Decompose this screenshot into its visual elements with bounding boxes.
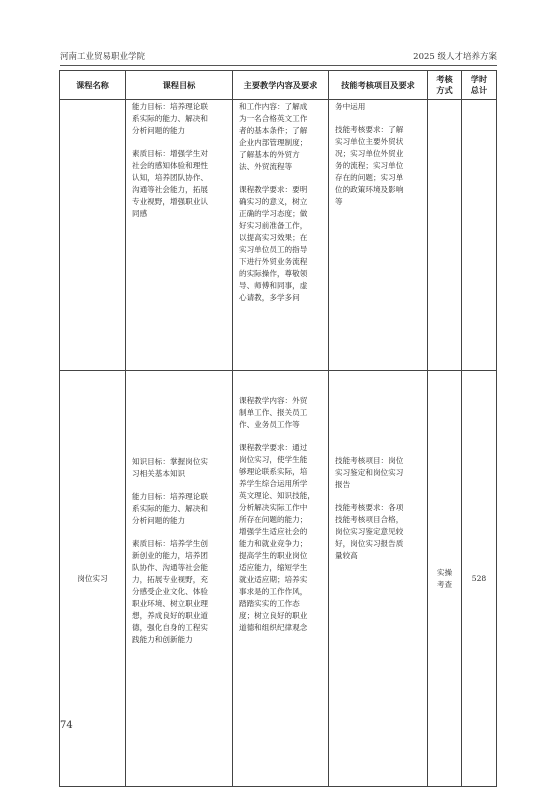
header-exam-method: 考核 方式 xyxy=(428,71,462,100)
page-number: 74 xyxy=(60,720,73,731)
content-cell xyxy=(233,371,329,787)
content-cell xyxy=(233,100,329,371)
teaching-requirements: 课程教学要求：要明 确实习的意义，树立 正确的学习态度；做 好实习前准备工作， 以提高实习效果；在 实习单位员工的指导 下进行外贸业务流程 的实际操作，尊敬领 导、师傅和同事，虚 心请教，多学多问 xyxy=(239,185,308,302)
ability-goal: 能力目标：培养理论联 系实际的能力、解决和 分析问题的能力 xyxy=(132,102,208,135)
skill-cell xyxy=(329,100,428,371)
course-name-cell xyxy=(60,100,126,371)
quality-goal: 素质目标：培养学生创 新创业的能力，培养团 队协作、沟通等社会能 力，拓展专业视野，充 分感受企业文化、体验 职业环境、树立职业理 想，养成良好的职业道 德，强化自身的工程实 践能力和创新能力 xyxy=(132,539,208,644)
table-row xyxy=(60,371,497,787)
course-goal-cell xyxy=(126,100,233,371)
ability-goal: 能力目标：培养理论联 系实际的能力、解决和 分析问题的能力 xyxy=(132,492,208,525)
teaching-content: 课程教学内容：外贸 制单工作、报关员工 作、业务员工作等 xyxy=(239,396,308,429)
skill-item: 技能考核项目：岗位 实习鉴定和岗位实习 报告 xyxy=(335,456,404,489)
course-goal-cell xyxy=(126,371,233,787)
course-name-cell: 岗位实习 xyxy=(60,371,126,787)
exam-cell xyxy=(428,100,462,371)
school-name: 河南工业贸易职业学院 xyxy=(60,52,146,62)
header-divider xyxy=(60,65,497,66)
table-header-row xyxy=(60,71,497,100)
teaching-content: 和工作内容：了解成 为一名合格英文工作 者的基本条件；了解 企业内部管理制度； 了解基本的外贸方 法、外贸流程等 xyxy=(239,102,308,171)
header-skill-assessment: 技能考核项目及要求 xyxy=(329,71,428,100)
hours-cell: 528 xyxy=(462,371,497,787)
teaching-requirements: 课程教学要求：通过 岗位实习，使学生能 够理论联系实际，培 养学生综合运用所学 英文理论、知识技能， 分析解决实际工作中 所存在问题的能力； 增强学生适应社会的 能力和就业竞争力； 提高学生的职业岗位 适应能力，缩短学生 就业适应期；培养实 事求是的工作作风， 踏踏实实的工作态 度；树立良好的职业 道德和组织纪律观念 xyxy=(239,443,315,632)
header-total-hours: 学时 总计 xyxy=(462,71,497,100)
skill-requirements: 技能考核要求：了解 实习单位主要外贸状 况；实习单位外贸业 务的流程；实习单位 存在的问题；实习单 位的政策环境及影响 等 xyxy=(335,125,404,206)
knowledge-goal: 知识目标：掌握岗位实 习相关基本知识 xyxy=(132,457,208,478)
quality-goal: 素质目标：增强学生对 社会的感知体验和理性 认知，培养团队协作、 沟通等社会能力，拓展 专业视野，增强职业认 同感 xyxy=(132,149,208,218)
course-table xyxy=(59,70,497,787)
header-main-content: 主要教学内容及要求 xyxy=(233,71,329,100)
hours-cell xyxy=(462,100,497,371)
skill-item: 务中运用 xyxy=(335,102,366,111)
page-header xyxy=(60,50,497,64)
header-course-name: 课程名称 xyxy=(60,71,126,100)
table-row xyxy=(60,100,497,371)
document-title: 2025 级人才培养方案 xyxy=(413,52,497,62)
header-course-goal: 课程目标 xyxy=(126,71,233,100)
exam-cell: 实操 考查 xyxy=(428,371,462,787)
skill-requirements: 技能考核要求：各项 技能考核项目合格， 岗位实习鉴定意见较 好，岗位实习报告质 量较高 xyxy=(335,503,404,560)
skill-cell xyxy=(329,371,428,787)
